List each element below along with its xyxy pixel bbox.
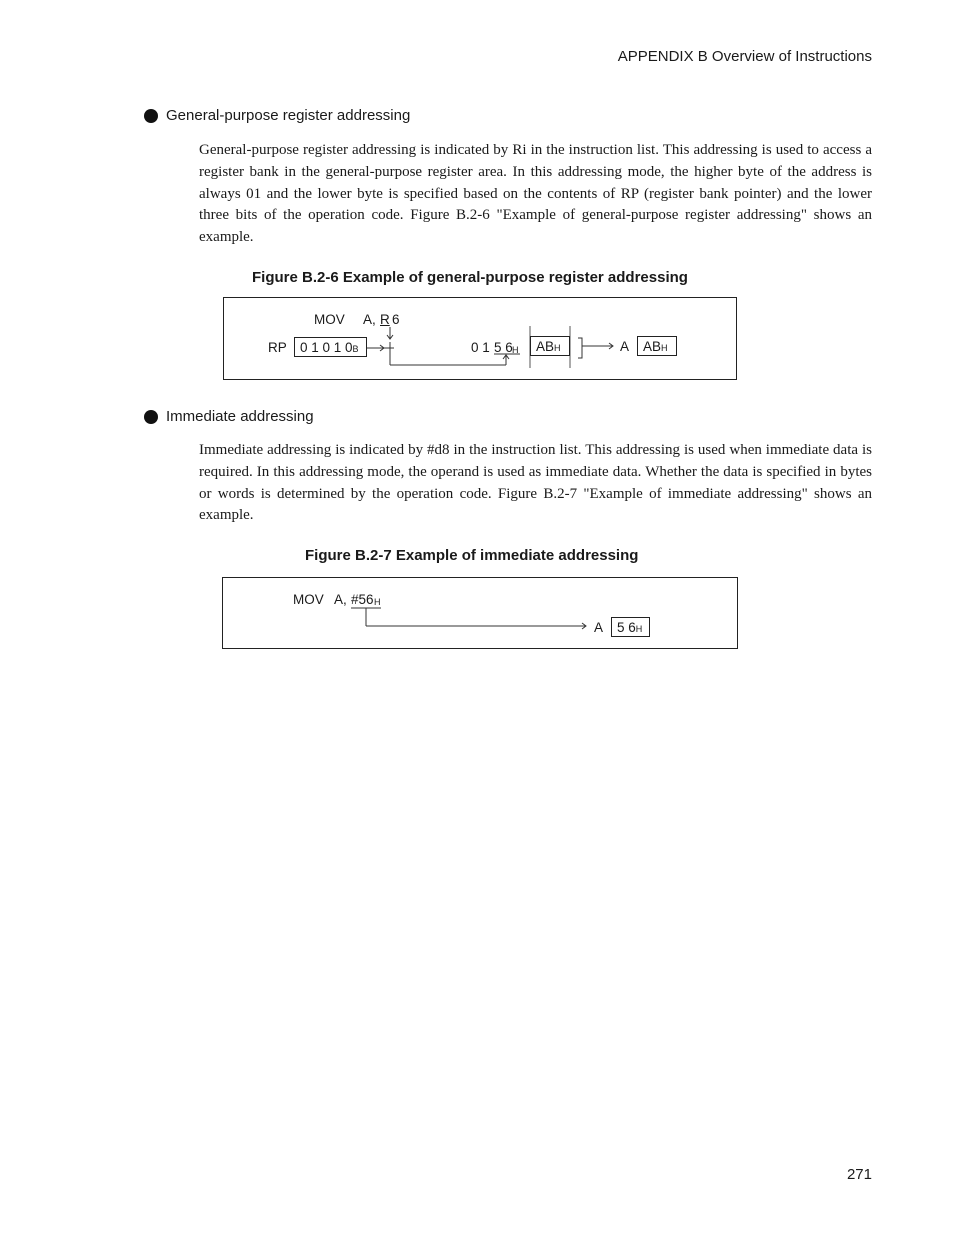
address-suffix: H xyxy=(512,345,519,355)
memory-cell xyxy=(530,336,570,356)
section-heading-immediate xyxy=(144,408,314,425)
section-heading-text: Immediate addressing xyxy=(166,408,314,425)
accumulator-label: A xyxy=(594,620,604,635)
instruction-operand-r: R xyxy=(380,312,390,327)
accumulator-register xyxy=(637,336,677,356)
accumulator-suffix: H xyxy=(635,624,643,634)
address-low: 5 6 xyxy=(494,340,513,355)
instruction-operand-a: A, xyxy=(363,312,376,327)
instruction-operand-6: 6 xyxy=(392,312,400,327)
accumulator-value: 5 6 xyxy=(617,620,636,635)
accumulator-label: A xyxy=(620,339,630,354)
instruction-mnemonic: MOV xyxy=(314,312,345,327)
rp-register xyxy=(294,337,367,357)
accumulator-register xyxy=(611,617,650,637)
section-heading-text: General-purpose register addressing xyxy=(166,107,411,124)
instruction-operand-a: A, xyxy=(334,592,347,607)
body-paragraph-register: General-purpose register addressing is indicated by Ri in the instruction list. This addressing is used to access a register bank in the general-purpose register area. In this addressing mode, the higher byte of the address is always 01 and the lower byte is specified based on the contents of RP (register bank pointer) and the lower three bits of the operation code. Figure B.2-6 "Example of general-purpose register addressing" shows an example. xyxy=(199,142,872,246)
bullet-icon xyxy=(144,109,158,123)
running-header: APPENDIX B Overview of Instructions xyxy=(617,48,872,65)
bullet-icon xyxy=(144,410,158,424)
figure-title-immediate: Figure B.2-7 Example of immediate addressing xyxy=(305,547,639,564)
instruction-mnemonic: MOV xyxy=(293,592,324,607)
page-number: 271 xyxy=(846,1166,872,1183)
rp-suffix: B xyxy=(352,344,359,354)
figure-connectors xyxy=(223,578,739,650)
address-high: 0 1 xyxy=(471,340,490,355)
figure-title-register: Figure B.2-6 Example of general-purpose register addressing xyxy=(252,269,688,286)
body-paragraph-immediate: Immediate addressing is indicated by #d8 in the instruction list. This addressing is used when immediate data is required. In this addressing mode, the operand is used as immediate data. Whether the data is specified in bytes or words is determined by the operation code. Figure B.2-7 "Example of immediate addressing" shows an example. xyxy=(199,442,872,524)
immediate-operand: #56 xyxy=(351,592,374,607)
memory-suffix: H xyxy=(554,343,561,353)
rp-value: 0 1 0 1 0 xyxy=(300,340,353,355)
figure-register-addressing xyxy=(223,297,737,380)
rp-label: RP xyxy=(268,340,287,355)
immediate-suffix: H xyxy=(374,597,381,607)
memory-value: AB xyxy=(536,339,555,354)
figure-immediate-addressing xyxy=(222,577,738,649)
accumulator-value: AB xyxy=(643,339,662,354)
accumulator-suffix: H xyxy=(661,343,668,353)
section-heading-register xyxy=(144,107,410,124)
